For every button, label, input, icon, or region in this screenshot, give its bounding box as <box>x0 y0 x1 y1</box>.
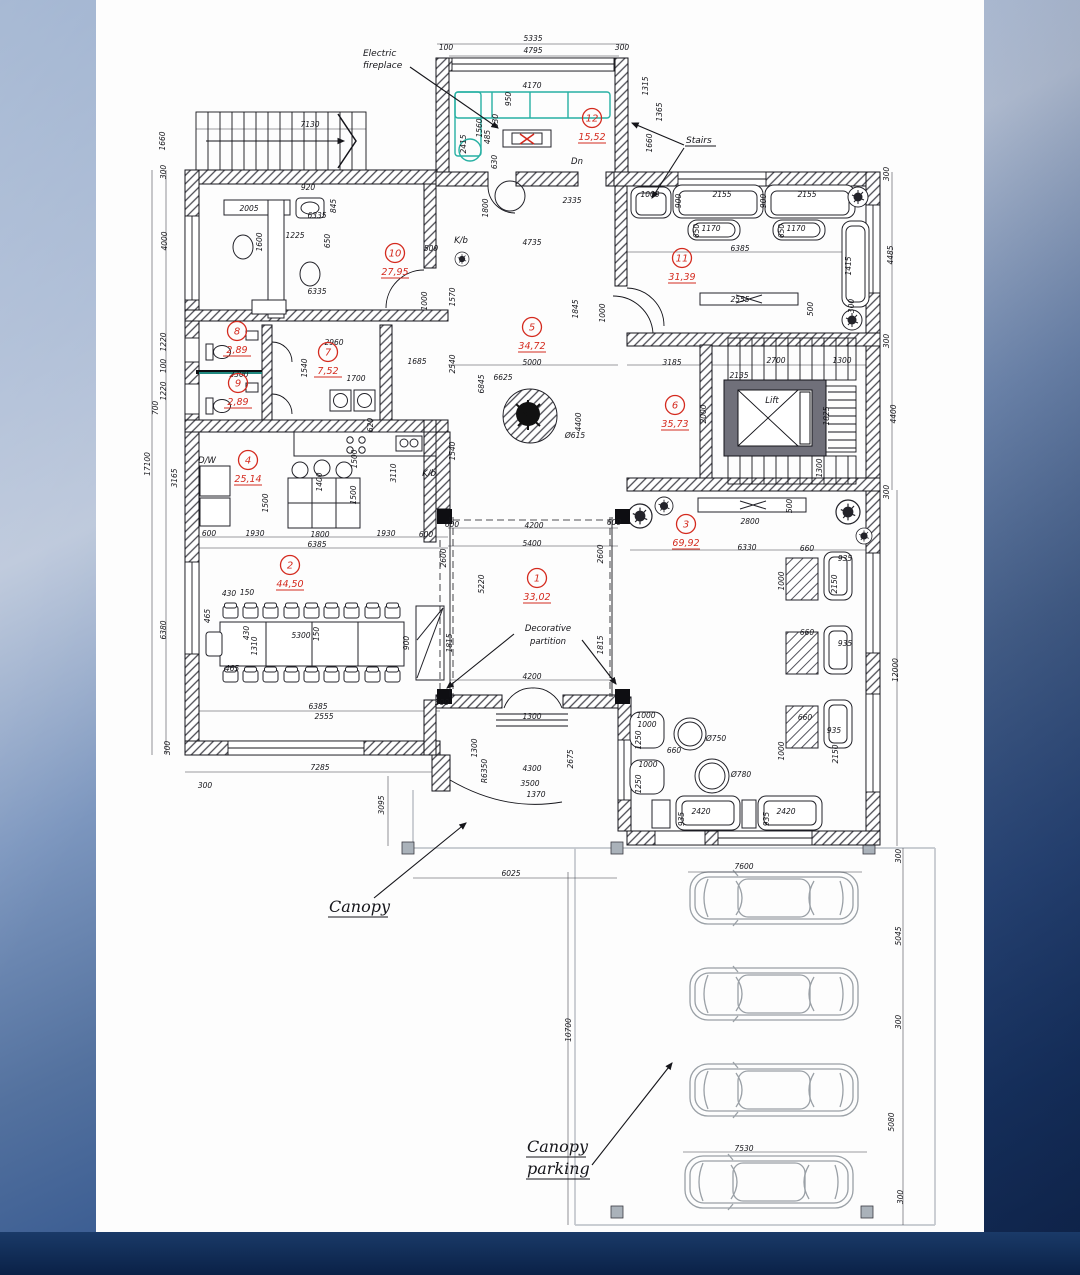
dimension-text: 660 <box>799 628 815 637</box>
dimension-text: 150 <box>312 626 321 642</box>
dimension-text: 465 <box>224 664 240 673</box>
dimension-text: 935 <box>826 726 842 735</box>
dimension-text: 10700 <box>564 1018 573 1042</box>
dimension-text: 2155 <box>712 190 732 199</box>
dimension-text: 1000 <box>637 720 657 729</box>
dimension-text: 6625 <box>493 373 513 382</box>
dimension-text: 1220 <box>159 381 168 401</box>
dimension-text: 650 <box>692 223 701 239</box>
dimension-text: 630 <box>491 113 500 129</box>
dimension-text: 1845 <box>571 299 580 319</box>
dimension-text: 5300 <box>291 631 311 640</box>
plant-icon <box>856 528 872 544</box>
dimension-text: 1300 <box>522 712 542 721</box>
dimension-text: 1000 <box>598 303 607 323</box>
dimension-text: 1250 <box>634 730 643 750</box>
dimension-text: 300 <box>882 333 891 349</box>
dimension-text: 4200 <box>524 521 544 530</box>
dimension-text: 4200 <box>522 672 542 681</box>
dimension-text: 1815 <box>445 633 454 653</box>
svg-text:2: 2 <box>286 560 294 572</box>
svg-text:8: 8 <box>233 326 241 338</box>
kb-label: K/b <box>454 236 468 246</box>
dimension-text: R6350 <box>480 758 489 784</box>
dimension-text: 2335 <box>562 196 582 205</box>
dimension-text: 4735 <box>522 238 542 247</box>
dimension-text: 1370 <box>526 790 546 799</box>
dimension-text: 7530 <box>734 1144 754 1153</box>
dimension-text: 1310 <box>250 636 259 656</box>
dimension-text: 1660 <box>645 133 654 153</box>
svg-text:35,73: 35,73 <box>661 419 689 430</box>
svg-text:1: 1 <box>533 573 541 585</box>
dimension-text: 4300 <box>522 764 542 773</box>
dimension-text: 4000 <box>160 231 169 251</box>
dimension-text: 3165 <box>170 468 179 488</box>
dimension-text: 1000 <box>777 741 786 761</box>
dimension-text: 660 <box>799 544 815 553</box>
dimension-text: 5080 <box>887 1112 896 1132</box>
dimension-text: 1400 <box>315 472 324 492</box>
svg-text:31,39: 31,39 <box>668 272 696 283</box>
dimension-text: 6845 <box>477 374 486 394</box>
dimension-text: 1930 <box>376 529 396 538</box>
dimension-text: 3110 <box>389 463 398 483</box>
dn-label: Dn <box>571 157 583 167</box>
plant-icon <box>455 252 469 266</box>
dimension-text: 1500 <box>349 485 358 505</box>
dimension-text: 430 <box>242 625 251 641</box>
dimension-text: 650 <box>777 223 786 239</box>
dimension-text: 2540 <box>448 354 457 374</box>
dimension-text: 1225 <box>285 231 305 240</box>
dimension-text: 660 <box>797 713 813 722</box>
canopy-label: Canopy <box>329 897 390 916</box>
dimension-text: 4400 <box>574 412 583 432</box>
dimension-text: 150 <box>239 588 255 597</box>
dimension-text: 7285 <box>310 763 330 772</box>
dimension-text: 1660 <box>158 131 167 151</box>
dimension-text: 950 <box>504 91 513 107</box>
dimension-text: 1300 <box>470 738 479 758</box>
dimension-text: 1000 <box>777 571 786 591</box>
dimension-text: 2150 <box>830 574 839 594</box>
hall-plant <box>503 389 557 443</box>
svg-text:9: 9 <box>234 378 242 390</box>
plant-icon <box>655 497 673 515</box>
plant-icon <box>848 187 868 207</box>
dimension-text: 300 <box>896 1189 905 1205</box>
dimension-text: 900 <box>759 193 768 209</box>
dimension-text: 4400 <box>889 404 898 424</box>
svg-text:2,89: 2,89 <box>226 345 248 356</box>
dimension-text: 1540 <box>300 358 309 378</box>
dimension-text: 3500 <box>520 779 540 788</box>
dimension-text: 845 <box>329 198 338 214</box>
dimension-text: 620 <box>366 417 375 433</box>
dimension-text: 935 <box>762 811 771 827</box>
dimension-text: 12000 <box>891 658 900 682</box>
dimension-text: 17100 <box>143 452 152 476</box>
dimension-text: 3185 <box>662 358 682 367</box>
dimension-text: 1560 <box>475 118 484 138</box>
dimension-text: 300 <box>159 164 168 180</box>
plant-icon <box>836 500 860 524</box>
dimension-text: 300 <box>163 740 172 756</box>
dimension-text: 2135 <box>729 371 749 380</box>
svg-text:34,72: 34,72 <box>518 341 546 352</box>
dimension-text: 1570 <box>448 287 457 307</box>
dimension-text: 2415 <box>459 134 468 154</box>
dimension-text: 1815 <box>596 635 605 655</box>
dimension-text: 1500 <box>350 449 359 469</box>
dimension-text: 1800 <box>310 530 330 539</box>
dimension-text: 5400 <box>522 539 542 548</box>
dimension-text: 1300 <box>832 356 852 365</box>
dimension-text: 485 <box>483 129 492 145</box>
dimension-text: 6385 <box>308 702 328 711</box>
dimension-text: 5000 <box>522 358 542 367</box>
dimension-text: 7130 <box>300 120 320 129</box>
dimension-text: 1170 <box>786 224 806 233</box>
svg-text:44,50: 44,50 <box>276 579 304 590</box>
canopy-parking-label: parking <box>527 1159 590 1178</box>
svg-text:6: 6 <box>671 400 679 412</box>
dimension-text: 1930 <box>245 529 265 538</box>
dimension-text: 600 <box>444 520 460 529</box>
svg-text:11: 11 <box>675 253 689 265</box>
svg-text:10: 10 <box>388 248 402 260</box>
dimension-text: 1700 <box>346 374 366 383</box>
dimension-text: 1220 <box>159 332 168 352</box>
dimension-text: 6380 <box>159 620 168 640</box>
dimension-text: 1315 <box>641 76 650 96</box>
lift-label: Lift <box>765 396 779 406</box>
dimension-text: 1000 <box>636 711 656 720</box>
dimension-text: 650 <box>323 233 332 249</box>
dimension-text: 6025 <box>501 869 521 878</box>
dimension-text: 100 <box>159 358 168 374</box>
svg-text:7,52: 7,52 <box>317 366 339 377</box>
dimension-text: 660 <box>666 746 682 755</box>
svg-text:5: 5 <box>528 322 536 334</box>
dimension-text: 500 <box>806 301 815 317</box>
dimension-text: 4485 <box>886 245 895 265</box>
dimension-text: 2005 <box>239 204 259 213</box>
dimension-text: 2420 <box>776 807 796 816</box>
dimension-text: 935 <box>837 554 853 563</box>
stairs-label: Stairs <box>686 136 712 146</box>
dimension-text: 300 <box>197 781 213 790</box>
dimension-text: 5045 <box>894 926 903 946</box>
dw-label: D/W <box>198 456 216 466</box>
dimension-text: 1500 <box>261 493 270 513</box>
svg-text:69,92: 69,92 <box>672 538 700 549</box>
dimension-text: Ø780 <box>730 770 752 779</box>
dimension-text: 6330 <box>737 543 757 552</box>
dimension-text: 5335 <box>523 34 543 43</box>
dimension-text: 2960 <box>324 338 344 347</box>
dimension-text: 2555 <box>314 712 334 721</box>
dimension-text: 1000 <box>420 291 429 311</box>
svg-text:3: 3 <box>682 519 690 531</box>
dimension-text: 500 <box>434 698 450 707</box>
dimension-text: 6385 <box>730 244 750 253</box>
dimension-text: 500 <box>785 498 794 514</box>
dimension-text: 4795 <box>523 46 543 55</box>
kb-label: K/b <box>422 469 436 479</box>
dimension-text: 3095 <box>377 795 386 815</box>
dimension-text: 2700 <box>766 356 786 365</box>
dimension-text: 2675 <box>566 749 575 769</box>
dimension-text: 100 <box>438 43 454 52</box>
dimension-text: 700 <box>151 400 160 416</box>
dimension-text: Ø615 <box>564 431 586 440</box>
dimension-text: 1000 <box>640 190 660 199</box>
dimension-text: 2555 <box>730 295 750 304</box>
dimension-text: 300 <box>847 298 856 314</box>
canopy-parking-label: Canopy <box>527 1137 588 1156</box>
dimension-text: 1800 <box>481 198 490 218</box>
dimension-text: 1600 <box>255 232 264 252</box>
dimension-text: 2150 <box>831 744 840 764</box>
dimension-text: 600 <box>606 518 622 527</box>
electric-fireplace-label: Electric <box>363 49 397 59</box>
dimension-text: 430 <box>221 589 237 598</box>
dimension-text: 2800 <box>740 517 760 526</box>
dimension-text: 900 <box>674 193 683 209</box>
wallpaper-bottom-band <box>0 1232 1080 1275</box>
dimension-text: Ø750 <box>705 734 727 743</box>
dimension-text: 2155 <box>797 190 817 199</box>
dimension-text: 300 <box>894 848 903 864</box>
dimension-text: 2600 <box>439 548 448 568</box>
dimension-text: 935 <box>677 811 686 827</box>
dimension-text: 6335 <box>307 211 327 220</box>
dimension-text: 4170 <box>522 81 542 90</box>
dimension-text: 300 <box>882 484 891 500</box>
decorative-partition-label: Decorative <box>524 624 572 634</box>
dimension-text: 600 <box>418 530 434 539</box>
dimension-text: 2600 <box>596 544 605 564</box>
svg-text:27,95: 27,95 <box>381 267 409 278</box>
dimension-text: 465 <box>203 608 212 624</box>
dimension-text: 1685 <box>407 357 427 366</box>
dimension-text: 630 <box>490 154 499 170</box>
decorative-partition-label: partition <box>529 637 567 647</box>
dimension-text: 2300 <box>229 370 249 379</box>
dimension-text: 600 <box>201 529 217 538</box>
dimension-text: 500 <box>423 244 439 253</box>
svg-text:4: 4 <box>244 455 252 467</box>
svg-text:7: 7 <box>324 347 332 359</box>
dimension-text: 7600 <box>734 862 754 871</box>
dimension-text: 300 <box>894 1014 903 1030</box>
dimension-text: 300 <box>882 166 891 182</box>
plant-icon <box>628 504 652 528</box>
dimension-text: 6385 <box>307 540 327 549</box>
dimension-text: 300 <box>614 43 630 52</box>
dimension-text: 920 <box>300 183 316 192</box>
dimension-text: 2420 <box>691 807 711 816</box>
dimension-text: 1300 <box>815 458 824 478</box>
dimension-text: 5220 <box>477 574 486 594</box>
svg-text:25,14: 25,14 <box>234 474 262 485</box>
dimension-text: 1415 <box>844 256 853 276</box>
dimension-text: 1540 <box>448 441 457 461</box>
dimension-text: 1825 <box>822 406 831 426</box>
dimension-text: 900 <box>402 635 411 651</box>
svg-text:2,89: 2,89 <box>227 397 249 408</box>
dimension-text: 2000 <box>699 404 708 424</box>
electric-fireplace-label: fireplace <box>363 61 403 71</box>
svg-text:12: 12 <box>585 113 599 125</box>
dimension-text: 1000 <box>638 760 658 769</box>
dimension-text: 935 <box>837 639 853 648</box>
svg-text:33,02: 33,02 <box>523 592 551 603</box>
dimension-text: 1170 <box>701 224 721 233</box>
dimension-text: 6335 <box>307 287 327 296</box>
dimension-text: 1365 <box>655 102 664 122</box>
svg-text:15,52: 15,52 <box>578 132 606 143</box>
dimension-text: 1250 <box>634 774 643 794</box>
